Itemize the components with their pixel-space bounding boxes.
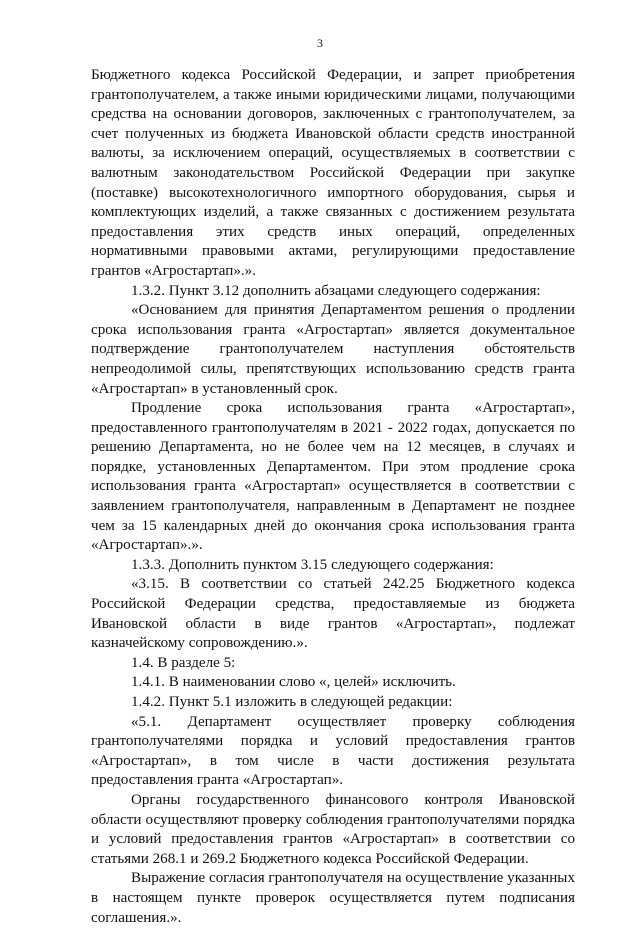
paragraph-consent: Выражение согласия грантополучателя на осуществление указанных в настоящем пункте проверок осуществляется путем подписания соглашения.». (91, 870, 575, 926)
page-number: 3 (317, 36, 323, 50)
paragraph-item-1-4: 1.4. В разделе 5: (131, 654, 236, 671)
paragraph-continuation: Бюджетного кодекса Российской Федерации, и запрет приобретения грантополучателем, а также иными юридическими лицами, получающими средства на основании договоров, заключенных с грантополучателем, за счет полученных из бюджета Ивановской области средств иностранной валюты, за исключением операций, осуществляемых в соответствии с валютным законодательством Российской Федерации при закупке (поставке) высокотехнологичного импортного оборудования, сырья и комплектующих изделий, а также связанных с достижением результата предоставления этих средств иных операций, определенных нормативными правовыми актами, регулирующими предоставление грантов «Агростартап».». (91, 67, 575, 279)
paragraph-item-1-4-1: 1.4.1. В наименовании слово «, целей» исключить. (131, 674, 456, 691)
paragraph-grant-extension-basis: «Основанием для принятия Департаментом решения о продлении срока использования гранта «Агростартап» является документальное подтверждение грантополучателем наступления обстоятельств непреодолимой силы, препятствующих использованию средств гранта «Агростартап» в установленный срок. (91, 302, 575, 397)
document-body (91, 66, 575, 928)
paragraph-financial-control: Органы государственного финансового контроля Ивановской области осуществляют проверку соблюдения грантополучателями порядка и условий предоставления грантов «Агростартап» в соответствии со статьями 268.1 и 269.2 Бюджетного кодекса Российской Федерации. (91, 791, 575, 867)
paragraph-item-1-3-3: 1.3.3. Дополнить пунктом 3.15 следующего содержания: (131, 556, 494, 573)
paragraph-clause-3-15: «3.15. В соответствии со статьей 242.25 Бюджетного кодекса Российской Федерации средства, предоставляемые из бюджета Ивановской области в виде грантов «Агростартап», подлежат казначейскому сопровождению.». (91, 576, 575, 652)
paragraph-item-1-3-2: 1.3.2. Пункт 3.12 дополнить абзацами следующего содержания: (131, 282, 541, 299)
paragraph-grant-extension-terms: Продление срока использования гранта «Агростартап», предоставленного грантополучателям в 2021 - 2022 годах, допускается по решению Департамента, но не более чем на 12 месяцев, в случаях и порядке, установленных Департаментом. При этом продление срока использования гранта «Агростартап» осуществляется в соответствии с заявлением грантополучателя, направленным в Департамент не позднее чем за 15 календарных дней до окончания срока использования гранта «Агростартап».». (91, 400, 575, 554)
paragraph-item-1-4-2: 1.4.2. Пункт 5.1 изложить в следующей редакции: (131, 694, 453, 710)
paragraph-clause-5-1: «5.1. Департамент осуществляет проверку соблюдения грантополучателями порядка и условий предоставления грантов «Агростартап», в том числе в части достижения результата предоставления гранта «Агростартап». (91, 713, 575, 789)
